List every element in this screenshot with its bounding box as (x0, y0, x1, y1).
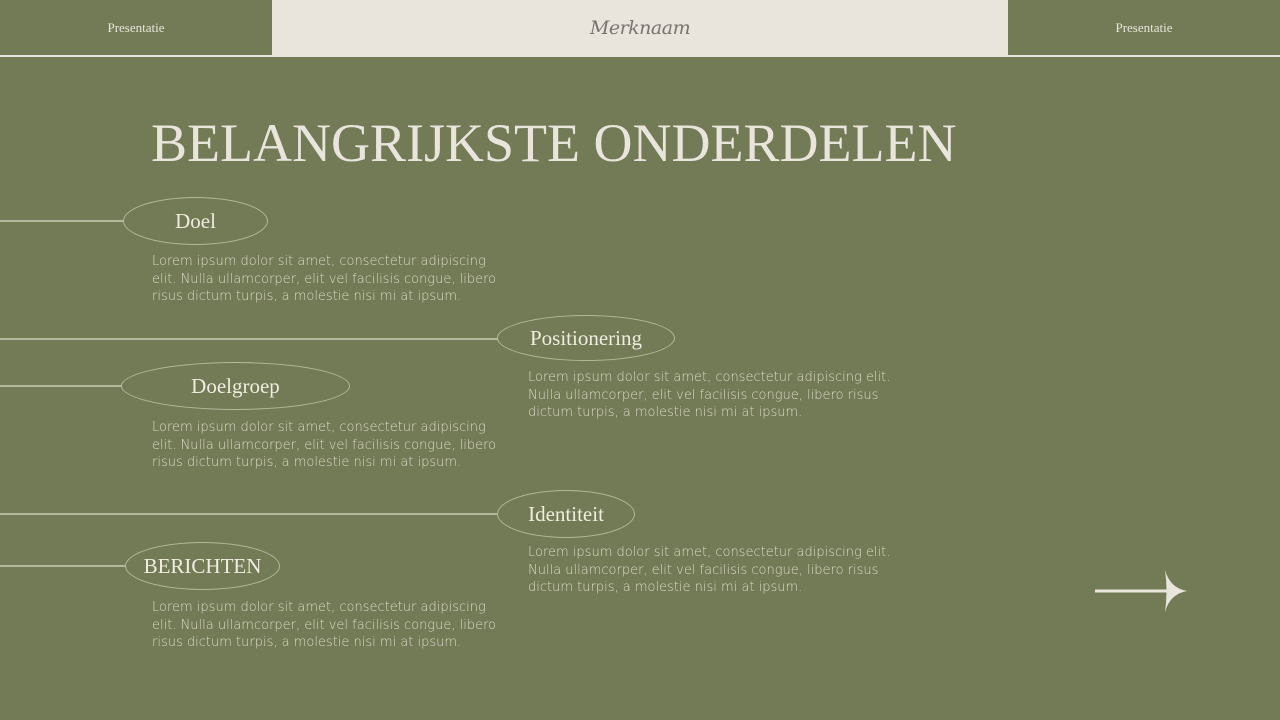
section-label-doel: Doel (123, 197, 268, 245)
section-text-doel: Lorem ipsum dolor sit amet, consectetur adipiscing elit. Nulla ullamcorper, elit vel facilisis congue, libero risus dictum turpis, a molestie nisi mi at ipsum. (152, 254, 497, 304)
connector-line (0, 220, 124, 222)
connector-line (0, 513, 498, 515)
section-text-identiteit: Lorem ipsum dolor sit amet, consectetur adipiscing elit. Nulla ullamcorper, elit vel facilisis congue, libero risus dictum turpis, a molestie nisi mi at ipsum. (528, 545, 891, 595)
section-text-positionering: Lorem ipsum dolor sit amet, consectetur adipiscing elit. Nulla ullamcorper, elit vel facilisis congue, libero risus dictum turpis, a molestie nisi mi at ipsum. (528, 370, 891, 420)
header-left-label: Presentatie (107, 20, 165, 35)
arrow-right-icon[interactable] (1094, 568, 1188, 614)
header-divider (0, 55, 1280, 57)
section-text-berichten: Lorem ipsum dolor sit amet, consectetur adipiscing elit. Nulla ullamcorper, elit vel facilisis congue, libero risus dictum turpis, a molestie nisi mi at ipsum. (152, 600, 497, 650)
header-right-label: Presentatie (1115, 20, 1173, 35)
page-title: BELANGRIJKSTE ONDERDELEN (151, 113, 957, 173)
section-text-doelgroep: Lorem ipsum dolor sit amet, consectetur adipiscing elit. Nulla ullamcorper, elit vel facilisis congue, libero risus dictum turpis, a molestie nisi mi at ipsum. (152, 420, 497, 470)
section-label-identiteit: Identiteit (497, 490, 635, 538)
connector-line (0, 338, 498, 340)
brand-name: Merknaam (272, 0, 1008, 56)
connector-line (0, 565, 126, 567)
section-label-berichten: BERICHTEN (125, 542, 280, 590)
connector-line (0, 385, 122, 387)
section-label-positionering: Positionering (497, 315, 675, 361)
section-label-doelgroep: Doelgroep (121, 362, 350, 410)
